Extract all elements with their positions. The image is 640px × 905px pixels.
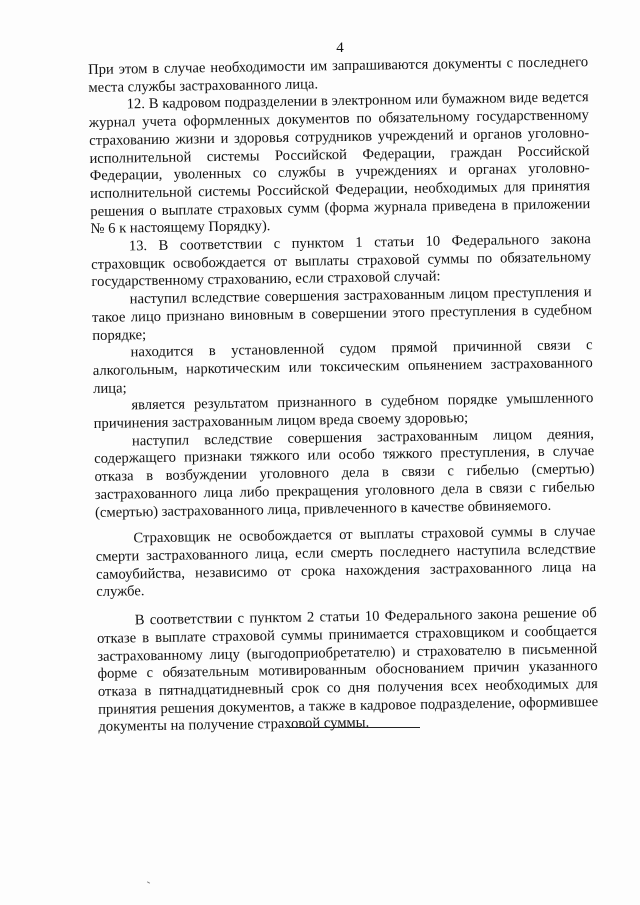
paragraph-item-12: 12. В кадровом подразделении в электронном или бумажном виде ведется журнал учета оформленных документов по обязательному государственному страхованию жизни и здоровья сотрудников учреждений и органов уголовно-исполнительной системы Российской Федерации, граждан Российской Федерации, уволенных со службы в учреждениях и органах уголовно-исполнительной системы Российской Федерации, необходимых для принятия решения о выплате страховых сумм (форма журнала приведена в приложении № 6 к настоящему Порядку). [88,89,591,238]
condition-crime: наступил вследствие совершения застрахованным лицом преступления и такое лицо признано виновным в совершении этого преступления в судебном порядке; [91,284,593,344]
condition-intoxication: находится в установленной судом прямой причинной связи с алкогольным, наркотическим или токсическим опьянением застрахованного лица; [92,337,593,397]
scan-speck [147,881,150,883]
end-separator-line [287,727,420,728]
paragraph-item-13: 13. В соответствии с пунктом 1 статьи 10 Федерального закона страховщик освобождается от выплаты страховой суммы по обязательному государственному страхованию, если страховой случай: [91,231,592,291]
condition-self-harm: является результатом признанного в судебном порядке умышленного причинения застрахованным лицом вреда своему здоровью; [93,390,594,433]
paragraph-continuation: При этом в случае необходимости им запрашиваются документы с последнего места службы застрахованного лица. [88,54,589,96]
paragraph-suicide-exception: Страховщик не освобождается от выплаты страховой суммы в случае смерти застрахованного лица, если смерть последнего наступила вследствие самоубийства, независимо от срока нахождения застрахованного лица на службе. [95,523,597,601]
paragraph-refusal-decision: В соответствии с пунктом 2 статьи 10 Федерального закона решение об отказе в выплате страховой суммы принимается страховщиком и сообщается застрахованному лицу (выгодоприобретателю) и страхователю в письменной форме с обязательным мотивированным обоснованием причин указанного отказа в пятнадцатидневный срок со дня получения всех необходимых для принятия решения документов, а также в кадровое подразделение, оформившее документы на получение страховой суммы. [96,605,599,736]
page-number: 4 [336,40,344,56]
document-body [88,54,599,737]
condition-grave-crime: наступил вследствие совершения застрахованным лицом деяния, содержащего признаки тяжкого или особо тяжкого преступления, в случае отказа в возбуждении уголовного дела в связи с гибелью (смертью) застрахованного лица либо прекращения уголовного дела в связи с гибелью (смертью) застрахованного лица, привлеченного в качестве обвиняемого. [94,425,595,521]
